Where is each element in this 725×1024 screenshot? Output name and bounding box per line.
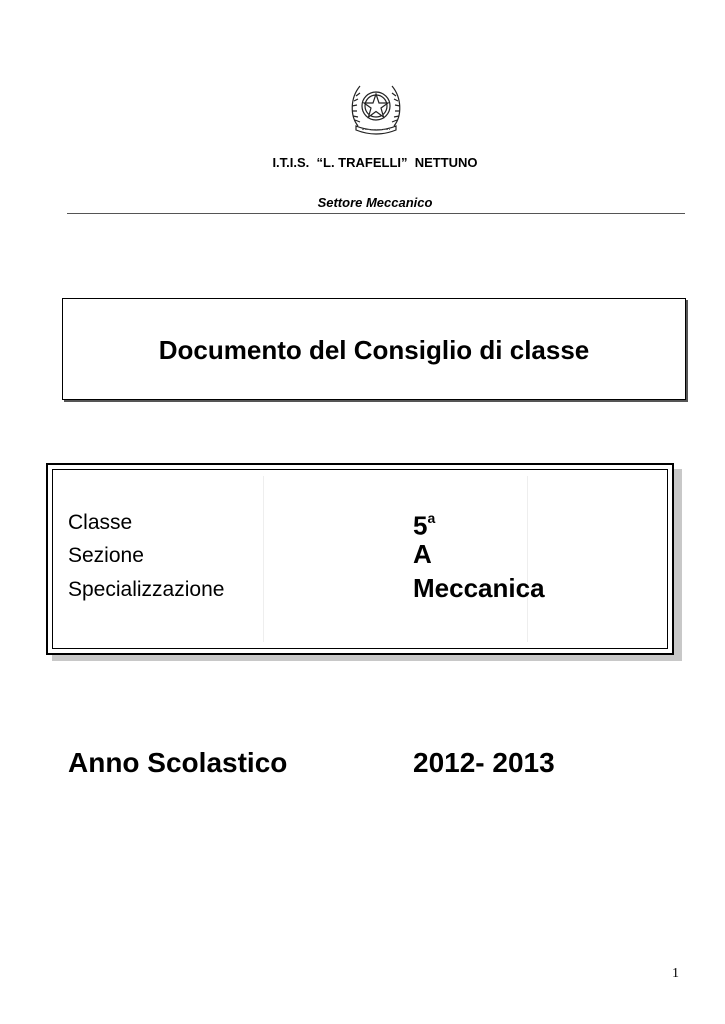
section-label: Sezione	[68, 544, 144, 567]
school-name: I.T.I.S. “L. TRAFELLI” NETTUNO	[272, 155, 478, 170]
class-value-superscript: a	[427, 510, 436, 526]
republic-emblem-icon	[346, 76, 406, 136]
table-gridline	[527, 476, 528, 642]
header-divider	[67, 213, 685, 214]
title-box	[62, 298, 686, 400]
class-value-number: 5	[413, 510, 428, 541]
class-info-box-inner-border	[52, 469, 668, 649]
class-value	[413, 505, 435, 541]
specialization-label: Specializzazione	[68, 578, 225, 601]
section-value: A	[413, 539, 432, 569]
table-gridline	[263, 476, 264, 642]
document-title: Documento del Consiglio di classe	[158, 335, 590, 365]
specialization-value: Meccanica	[413, 573, 545, 603]
class-label: Classe	[68, 511, 133, 534]
school-year-label: Anno Scolastico	[68, 747, 288, 778]
sector-name: Settore Meccanico	[317, 195, 433, 210]
page-number: 1	[672, 966, 679, 981]
school-year-value: 2012- 2013	[413, 747, 555, 778]
